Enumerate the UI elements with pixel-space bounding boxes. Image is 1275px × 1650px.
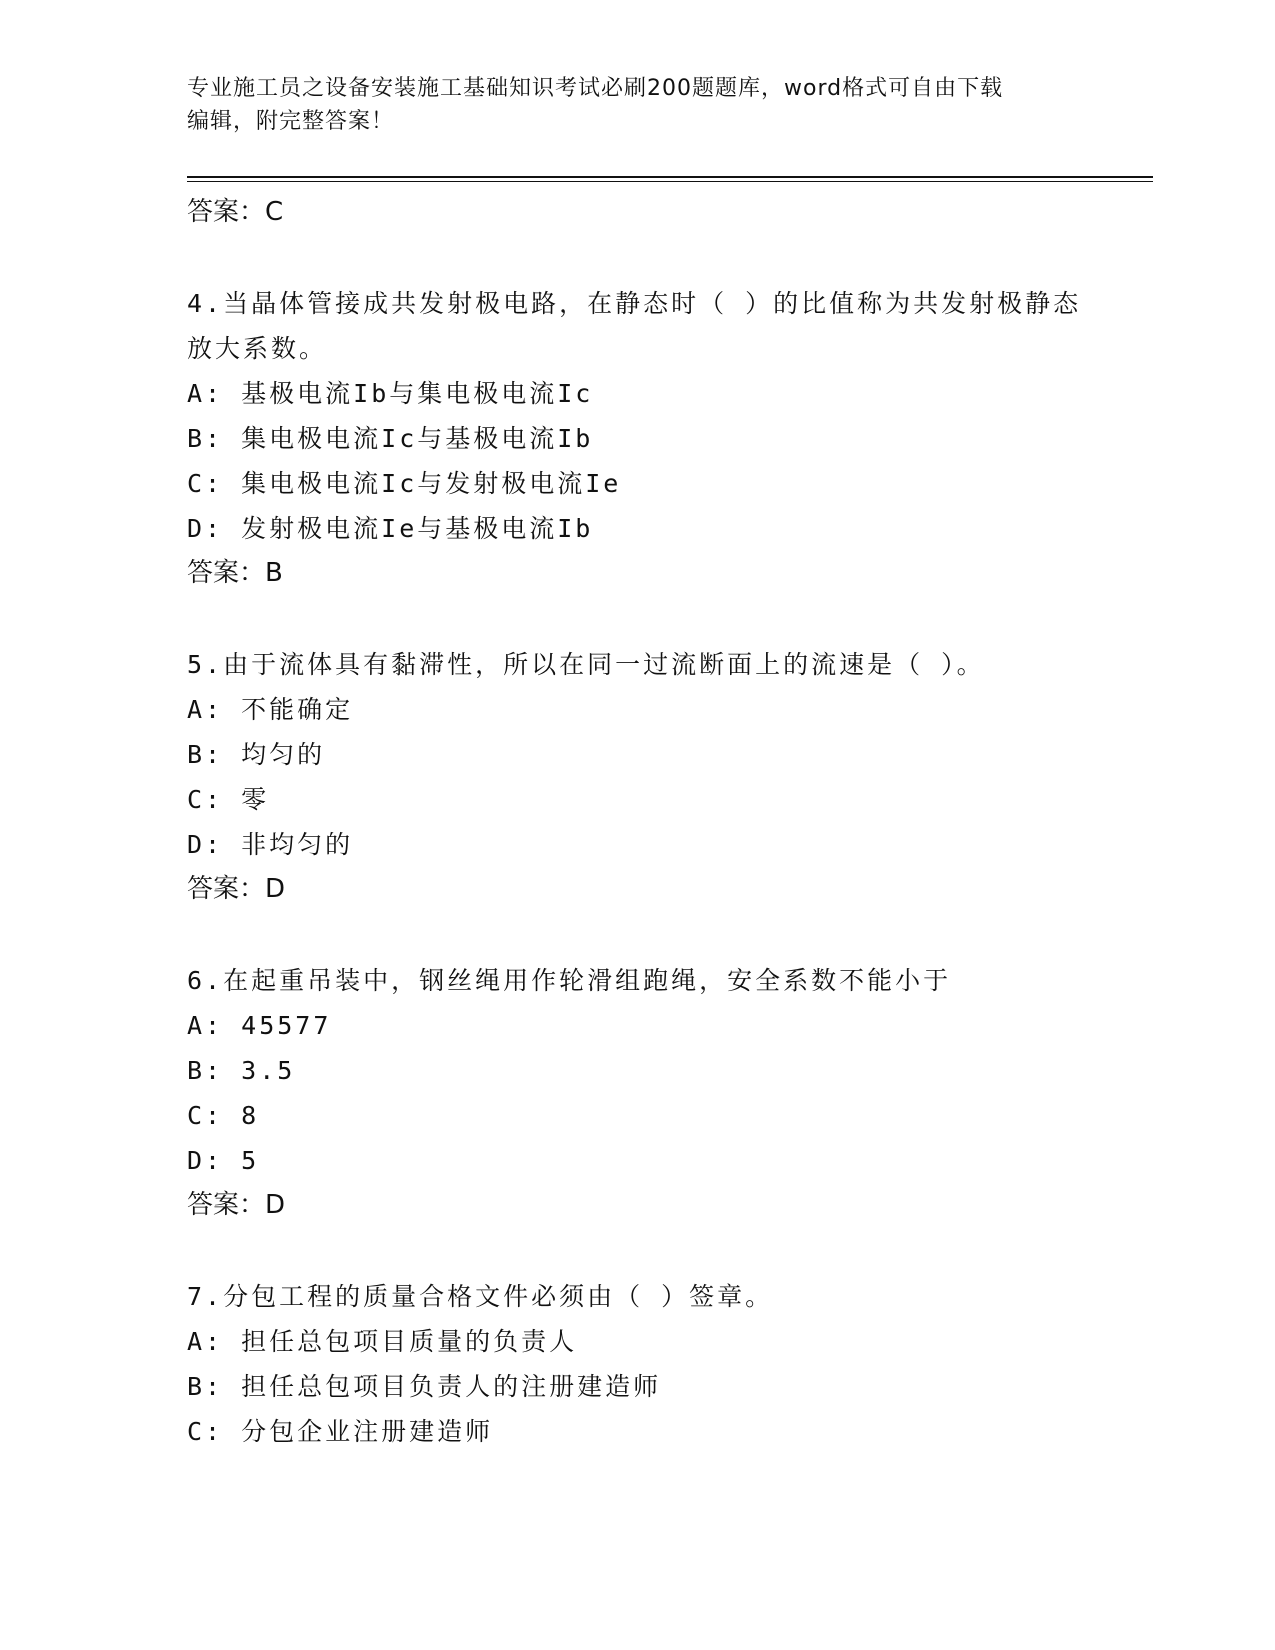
option-b: B: 担任总包项目负责人的注册建造师	[187, 1372, 662, 1401]
option-c: C: 零	[187, 785, 270, 814]
option-d: D: 非均匀的	[187, 830, 354, 859]
answer-line: 答案：C	[187, 197, 284, 227]
question-list	[187, 190, 1087, 1454]
option-d: D: 5	[187, 1146, 260, 1175]
header-rule-thick	[187, 176, 1153, 178]
option-d: D: 发射极电流Ie与基极电流Ib	[187, 514, 594, 543]
question-block	[187, 958, 1087, 1227]
document-header	[187, 72, 1087, 138]
option-b: B: 集电极电流Ic与基极电流Ib	[187, 424, 594, 453]
header-line-2: 编辑，附完整答案！	[187, 109, 395, 134]
option-b: B: 3.5	[187, 1056, 296, 1085]
header-rule-thin	[187, 181, 1153, 182]
answer-line: 答案：D	[187, 1190, 286, 1220]
question-block	[187, 281, 1087, 595]
question-stem: 7.分包工程的质量合格文件必须由（ ）签章。	[187, 1282, 774, 1311]
header-line-1: 专业施工员之设备安装施工基础知识考试必刷200题题库，word格式可自由下载	[187, 76, 1004, 101]
option-c: C: 集电极电流Ic与发射极电流Ie	[187, 469, 622, 498]
option-c: C: 分包企业注册建造师	[187, 1417, 494, 1446]
option-a: A: 45577	[187, 1011, 332, 1040]
question-block	[187, 1274, 1087, 1454]
option-a: A: 不能确定	[187, 695, 354, 724]
answer-line: 答案：B	[187, 558, 283, 588]
option-a: A: 担任总包项目质量的负责人	[187, 1327, 578, 1356]
option-a: A: 基极电流Ib与集电极电流Ic	[187, 379, 594, 408]
option-c: C: 8	[187, 1101, 260, 1130]
answer-line: 答案：D	[187, 874, 286, 904]
question-block	[187, 642, 1087, 911]
question-stem: 5.由于流体具有黏滞性，所以在同一过流断面上的流速是（ ）。	[187, 650, 985, 679]
option-b: B: 均匀的	[187, 740, 326, 769]
question-stem: 6.在起重吊装中，钢丝绳用作轮滑组跑绳，安全系数不能小于	[187, 966, 952, 995]
question-stem: 4.当晶体管接成共发射极电路，在静态时（ ）的比值称为共发射极静态放大系数。	[187, 289, 1082, 363]
